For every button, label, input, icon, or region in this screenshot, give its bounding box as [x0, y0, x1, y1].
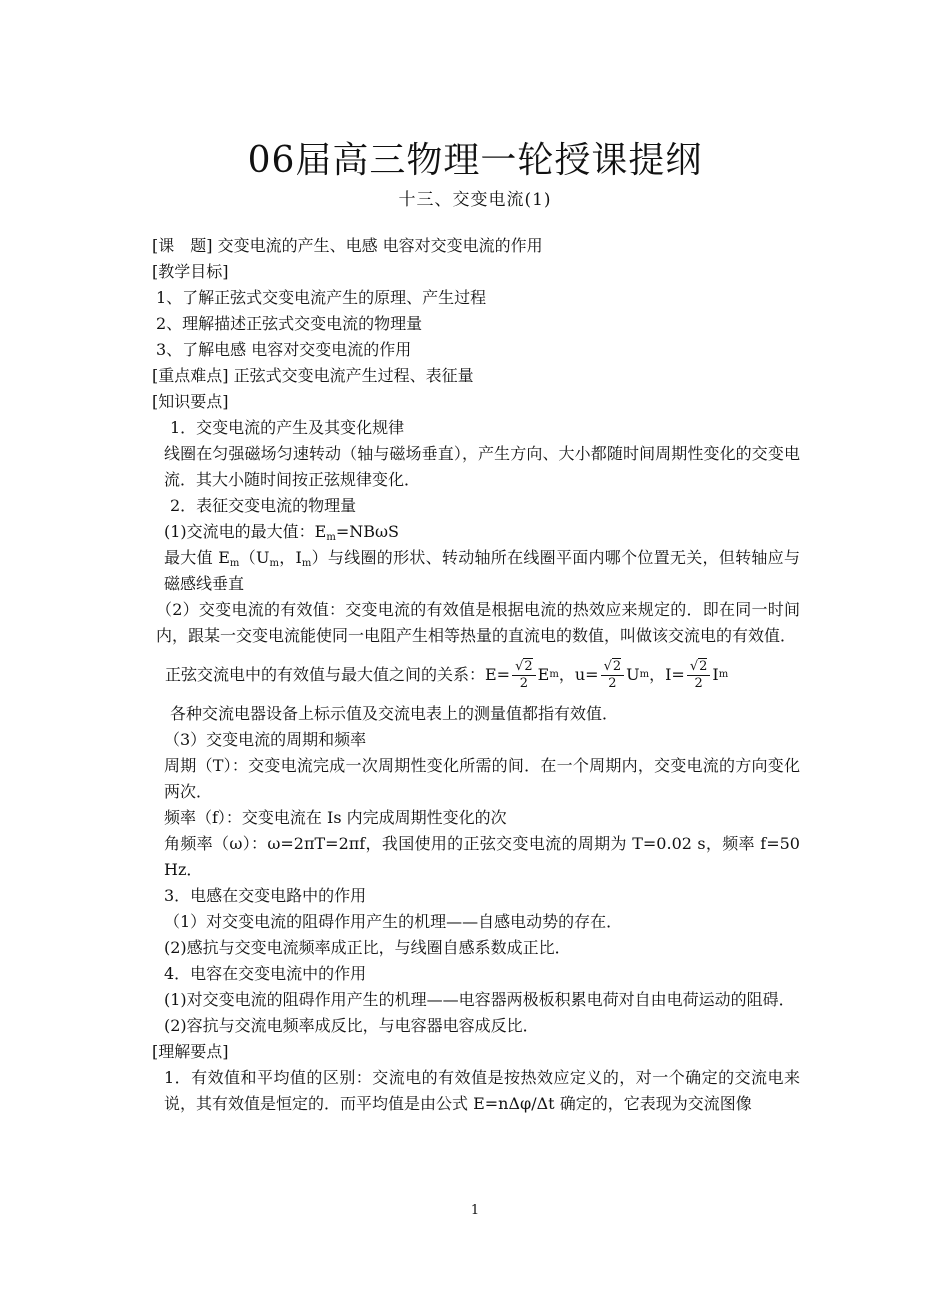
section-heading-goals: [教学目标]	[152, 262, 229, 281]
paragraph: （2）交变电流的有效值：交变电流的有效值是根据电流的热效应来规定的．即在同一时间内，跟某一交变电流能使同一电阻产生相等热量的直流电的数值，叫做该交流电的有效值．	[156, 600, 800, 645]
section-heading-knowledge: [知识要点]	[152, 392, 229, 411]
fraction: $\frac{√2}{2}$	[601, 658, 625, 692]
knowledge-heading: 3．电感在交变电路中的作用	[164, 886, 367, 905]
paragraph: 最大值 $E_m(U_m$，$I_m$）与线圈的形状、转动轴所在线圈平面内哪个位置无关，但转轴应与磁感线垂直	[164, 548, 800, 593]
paragraph: 1．有效值和平均值的区别：交流电的有效值是按热效应定义的，对一个确定的交流电来说，其有效值是恒定的．而平均值是由公式 E=nΔφ/Δt 确定的，它表现为交流图像	[164, 1068, 800, 1113]
paragraph: 频率（f）：交变电流在 Is 内完成周期性变化的次	[164, 808, 507, 827]
section-heading-understanding: [理解要点]	[152, 1042, 229, 1061]
paragraph: (2)容抗与交流电频率成反比，与电容器电容成反比．	[164, 1016, 539, 1035]
page-subtitle: 十三、交变电流(1)	[398, 190, 552, 210]
knowledge-heading: 1．交变电流的产生及其变化规律	[170, 418, 405, 437]
page-title: 06届高三物理一轮授课提纲	[247, 140, 703, 181]
key-points-line: [重点难点] 正弦式交变电流产生过程、表征量	[152, 366, 474, 385]
paragraph: （1）对交变电流的阻碍作用产生的机理——自感电动势的存在．	[164, 912, 623, 931]
max-value-line: (1)交流电的最大值：$E_m=NB\omega S$	[164, 522, 400, 543]
goal-item: 2、理解描述正弦式交变电流的物理量	[156, 314, 423, 333]
knowledge-heading: 2．表征交变电流的物理量	[170, 496, 357, 515]
paragraph: 角频率（ω）：ω=2πT=2πf，我国使用的正弦交变电流的周期为 T=0.02 s，频率 f=50 Hz．	[164, 834, 800, 879]
topic-line: [课 题] 交变电流的产生、电感 电容对交变电流的作用	[152, 236, 543, 255]
knowledge-heading: 4．电容在交变电流中的作用	[164, 964, 367, 983]
sub-heading: （3）交变电流的周期和频率	[164, 730, 367, 749]
page-number: 1	[470, 1203, 480, 1218]
paragraph: 周期（T）：交变电流完成一次周期性变化所需的间．在一个周期内，交变电流的方向变化两次．	[164, 756, 800, 801]
paragraph: 各种交流电器设备上标示值及交流电表上的测量值都指有效值．	[170, 704, 619, 723]
paragraph: (2)感抗与交变电流频率成正比，与线圈自感系数成正比．	[164, 938, 571, 957]
fraction: $\frac{√2}{2}$	[687, 658, 711, 692]
fraction: $\frac{√2}{2}$	[512, 658, 536, 692]
goal-item: 1、了解正弦式交变电流产生的原理、产生过程	[156, 288, 487, 307]
paragraph: 线圈在匀强磁场匀速转动（轴与磁场垂直），产生方向、大小都随时间周期性变化的交变电流．其大小随时间按正弦规律变化．	[164, 444, 800, 489]
paragraph: (1)对交变电流的阻碍作用产生的机理——电容器两极板积累电荷对自由电荷运动的阻碍．	[164, 990, 795, 1009]
goal-item: 3、了解电感 电容对交变电流的作用	[156, 340, 412, 359]
document-body	[152, 233, 800, 1117]
effective-value-formula: 正弦交流电中的有效值与最大值之间的关系：E= $\frac{√2}{2}$ E m ，u= $\frac{√2}{2}$ U m ，I= $\frac{√2}{2}$ I m	[165, 659, 729, 691]
